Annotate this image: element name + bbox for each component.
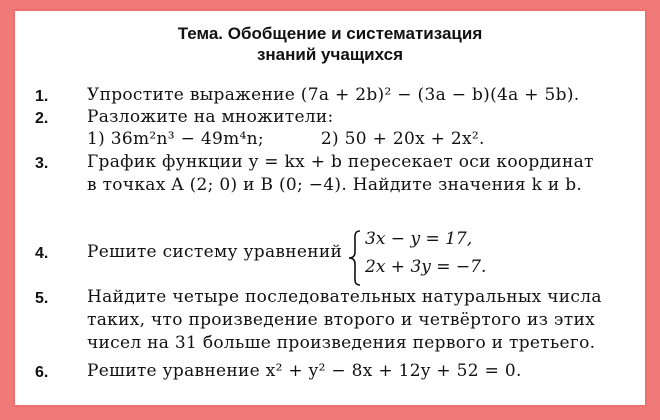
task-5-text-line3: чисел на 31 больше произведения первого и третьего. [87,333,596,353]
task-2-options: 1) 36m²n³ − 49m⁴n; 2) 50 + 20x + 2x². [87,129,485,149]
task-3-number: 3. [35,155,49,172]
system-equation-2: 2x + 3y = −7. [365,257,487,277]
task-1-text: Упростите выражение (7a + 2b)² − (3a − b)(4a + 5b). [87,85,580,105]
task-2-text: Разложите на множители: [87,107,334,127]
title-label: Тема. [177,24,224,43]
worksheet-title [13,23,647,65]
system-brace [348,230,362,286]
task-4-number: 4. [35,245,49,262]
task-6-text: Решите уравнение x² + y² − 8x + 12y + 52 = 0. [87,361,522,381]
title-topic: Обобщение и систематизация [223,24,483,43]
task-3-text-line2: в точках A (2; 0) и B (0; −4). Найдите значения k и b. [87,175,583,195]
task-5-text-line2: таких, что произведение второго и четвёртого из этих [87,310,595,330]
task-5-text-line1: Найдите четыре последовательных натуральных числа [87,287,602,307]
task-2-number: 2. [35,110,49,127]
task-1-number: 1. [35,88,49,105]
system-equation-1: 3x − y = 17, [365,229,473,249]
task-3-text-line1: График функции y = kx + b пересекает оси координат [87,152,594,172]
task-6-number: 6. [35,364,49,381]
worksheet [13,9,647,407]
task-4-text: Решите систему уравнений [87,242,343,262]
title-topic-line2: знаний учащихся [256,45,404,64]
task-5-number: 5. [35,290,49,307]
